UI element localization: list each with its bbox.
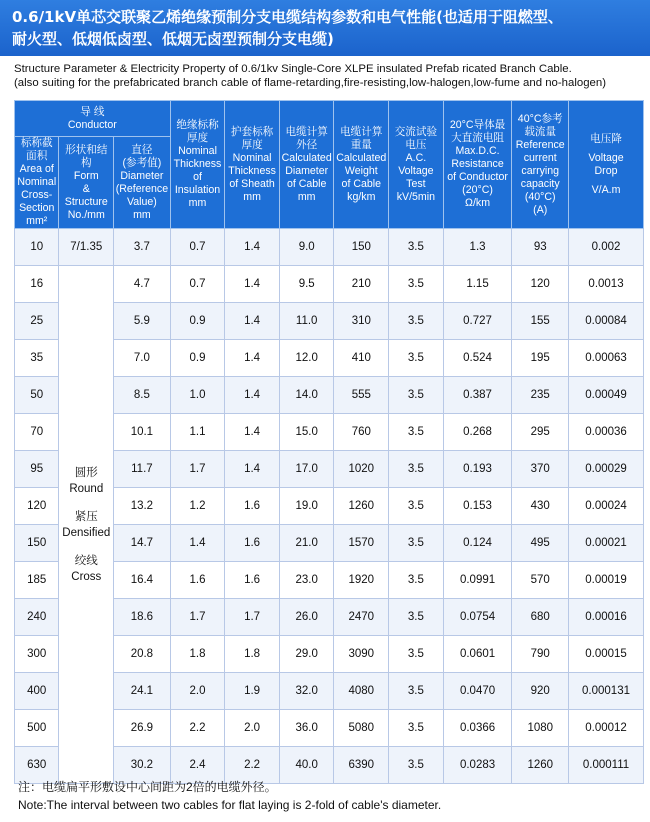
cross-section-cell: 25 bbox=[15, 303, 59, 340]
form-label: 紧压 Densified bbox=[62, 510, 111, 539]
outer-diameter-cell: 29.0 bbox=[279, 636, 334, 673]
cross-section-cell: 35 bbox=[15, 340, 59, 377]
outer-diameter-cell: 12.0 bbox=[279, 340, 334, 377]
current-capacity-cell: 920 bbox=[512, 673, 569, 710]
diameter-cell: 14.7 bbox=[114, 525, 171, 562]
voltage-drop-cell: 0.00019 bbox=[569, 562, 644, 599]
cross-section-cell: 50 bbox=[15, 377, 59, 414]
voltage-drop-cell: 0.00084 bbox=[569, 303, 644, 340]
sheath-thickness-cell: 1.8 bbox=[225, 636, 280, 673]
test-voltage-cell: 3.5 bbox=[389, 562, 444, 599]
sheath-thickness-cell: 2.2 bbox=[225, 747, 280, 784]
diameter-cell: 5.9 bbox=[114, 303, 171, 340]
cross-section-cell: 16 bbox=[15, 266, 59, 303]
weight-cell: 760 bbox=[334, 414, 389, 451]
voltage-drop-cell: 0.00021 bbox=[569, 525, 644, 562]
weight-cell: 2470 bbox=[334, 599, 389, 636]
dc-resistance-cell: 0.268 bbox=[443, 414, 512, 451]
insulation-header: 绝缘标称厚度 Nominal Thickness of Insulation mm bbox=[170, 101, 225, 229]
weight-cell: 1570 bbox=[334, 525, 389, 562]
dc-resistance-cell: 0.0601 bbox=[443, 636, 512, 673]
diameter-cell: 3.7 bbox=[114, 229, 171, 266]
test-voltage-cell: 3.5 bbox=[389, 414, 444, 451]
outer-diameter-cell: 21.0 bbox=[279, 525, 334, 562]
subtitle-line-2: (also suiting for the prefabricated branch cable of flame-retarding,fire-resisting,low-halogen,low-fume and no-halogen) bbox=[14, 77, 606, 89]
cross-section-cell: 185 bbox=[15, 562, 59, 599]
sheath-thickness-cell: 1.9 bbox=[225, 673, 280, 710]
diameter-cell: 13.2 bbox=[114, 488, 171, 525]
form-header: 形状和结构 Form & Structure No./mm bbox=[59, 137, 114, 229]
section-header: 标称截面积 Area of Nominal Cross- Section mm² bbox=[15, 137, 59, 229]
current-capacity-cell: 495 bbox=[512, 525, 569, 562]
insulation-thickness-cell: 1.4 bbox=[170, 525, 225, 562]
title-banner bbox=[0, 0, 650, 56]
dc-resistance-cell: 1.3 bbox=[443, 229, 512, 266]
current-capacity-cell: 1080 bbox=[512, 710, 569, 747]
sheath-thickness-cell: 2.0 bbox=[225, 710, 280, 747]
weight-cell: 5080 bbox=[334, 710, 389, 747]
sheath-thickness-cell: 1.6 bbox=[225, 562, 280, 599]
insulation-thickness-cell: 1.0 bbox=[170, 377, 225, 414]
diameter-cell: 18.6 bbox=[114, 599, 171, 636]
current-capacity-cell: 295 bbox=[512, 414, 569, 451]
note-english: Note:The interval between two cables for flat laying is 2-fold of cable's diameter. bbox=[18, 798, 442, 812]
dc-resistance-cell: 0.0754 bbox=[443, 599, 512, 636]
current-capacity-cell: 120 bbox=[512, 266, 569, 303]
insulation-thickness-cell: 1.7 bbox=[170, 451, 225, 488]
test-voltage-cell: 3.5 bbox=[389, 488, 444, 525]
conductor-header: 导 线 Conductor bbox=[15, 101, 171, 137]
weight-cell: 150 bbox=[334, 229, 389, 266]
title-line-2: 耐火型、低烟低卤型、低烟无卤型预制分支电缆) bbox=[12, 30, 334, 48]
outer-diameter-cell: 32.0 bbox=[279, 673, 334, 710]
test-voltage-cell: 3.5 bbox=[389, 710, 444, 747]
insulation-thickness-cell: 1.6 bbox=[170, 562, 225, 599]
sheath-thickness-cell: 1.4 bbox=[225, 414, 280, 451]
weight-cell: 3090 bbox=[334, 636, 389, 673]
sheath-thickness-cell: 1.4 bbox=[225, 303, 280, 340]
test-voltage-cell: 3.5 bbox=[389, 229, 444, 266]
sheath-thickness-cell: 1.7 bbox=[225, 599, 280, 636]
test-voltage-cell: 3.5 bbox=[389, 451, 444, 488]
test-voltage-cell: 3.5 bbox=[389, 266, 444, 303]
current-capacity-cell: 680 bbox=[512, 599, 569, 636]
diameter-cell: 10.1 bbox=[114, 414, 171, 451]
diameter-cell: 16.4 bbox=[114, 562, 171, 599]
insulation-thickness-cell: 1.1 bbox=[170, 414, 225, 451]
weight-cell: 310 bbox=[334, 303, 389, 340]
diameter-header: 直径 (参考值) Diameter (Reference Value) mm bbox=[114, 137, 171, 229]
cross-section-cell: 120 bbox=[15, 488, 59, 525]
notes bbox=[18, 778, 638, 814]
current-capacity-cell: 430 bbox=[512, 488, 569, 525]
voltage-drop-cell: 0.00012 bbox=[569, 710, 644, 747]
weight-cell: 555 bbox=[334, 377, 389, 414]
test-voltage-cell: 3.5 bbox=[389, 673, 444, 710]
dc-resistance-cell: 0.193 bbox=[443, 451, 512, 488]
sheath-thickness-cell: 1.6 bbox=[225, 525, 280, 562]
sheath-thickness-cell: 1.4 bbox=[225, 377, 280, 414]
insulation-thickness-cell: 0.7 bbox=[170, 266, 225, 303]
weight-cell: 210 bbox=[334, 266, 389, 303]
test-voltage-cell: 3.5 bbox=[389, 747, 444, 784]
note-chinese: 注：电缆扁平形敷设中心间距为2倍的电缆外径。 bbox=[18, 780, 277, 794]
cross-section-cell: 70 bbox=[15, 414, 59, 451]
diameter-cell: 30.2 bbox=[114, 747, 171, 784]
cross-section-cell: 10 bbox=[15, 229, 59, 266]
voltage-drop-cell: 0.00024 bbox=[569, 488, 644, 525]
voltage-drop-cell: 0.00049 bbox=[569, 377, 644, 414]
diameter-cell: 8.5 bbox=[114, 377, 171, 414]
cross-section-cell: 400 bbox=[15, 673, 59, 710]
outer-diameter-cell: 14.0 bbox=[279, 377, 334, 414]
current-header: 40°C参考载流量 Reference current carrying capacity (40°C) (A) bbox=[512, 101, 569, 229]
dc-resistance-cell: 0.0283 bbox=[443, 747, 512, 784]
voltage-drop-cell: 0.00015 bbox=[569, 636, 644, 673]
form-label: 圆形 Round bbox=[69, 466, 104, 495]
dc-resistance-cell: 0.387 bbox=[443, 377, 512, 414]
sheath-thickness-cell: 1.4 bbox=[225, 266, 280, 303]
cross-section-cell: 300 bbox=[15, 636, 59, 673]
current-capacity-cell: 235 bbox=[512, 377, 569, 414]
voltage-drop-cell: 0.0013 bbox=[569, 266, 644, 303]
weight-cell: 6390 bbox=[334, 747, 389, 784]
insulation-thickness-cell: 1.8 bbox=[170, 636, 225, 673]
outer-diameter-cell: 36.0 bbox=[279, 710, 334, 747]
diameter-cell: 11.7 bbox=[114, 451, 171, 488]
form-structure-cell bbox=[59, 266, 114, 784]
voltage-drop-cell: 0.002 bbox=[569, 229, 644, 266]
weight-cell: 1020 bbox=[334, 451, 389, 488]
current-capacity-cell: 1260 bbox=[512, 747, 569, 784]
cross-section-cell: 630 bbox=[15, 747, 59, 784]
insulation-thickness-cell: 0.7 bbox=[170, 229, 225, 266]
form-label: 绞线 Cross bbox=[71, 554, 102, 583]
outer-diameter-cell: 17.0 bbox=[279, 451, 334, 488]
sheath-thickness-cell: 1.4 bbox=[225, 340, 280, 377]
voltage-drop-header: 电压降 Voltage Drop V/A.m bbox=[569, 101, 644, 229]
test-voltage-cell: 3.5 bbox=[389, 377, 444, 414]
table-row bbox=[15, 266, 644, 303]
english-subtitle bbox=[14, 62, 644, 90]
diameter-cell: 26.9 bbox=[114, 710, 171, 747]
test-voltage-cell: 3.5 bbox=[389, 303, 444, 340]
spec-table-body bbox=[15, 229, 644, 784]
test-voltage-cell: 3.5 bbox=[389, 636, 444, 673]
voltage-drop-cell: 0.00063 bbox=[569, 340, 644, 377]
weight-header: 电缆计算重量 Calculated Weight of Cable kg/km bbox=[334, 101, 389, 229]
dc-resistance-cell: 0.727 bbox=[443, 303, 512, 340]
diameter-cell: 7.0 bbox=[114, 340, 171, 377]
dc-resistance-cell: 0.0366 bbox=[443, 710, 512, 747]
insulation-thickness-cell: 2.4 bbox=[170, 747, 225, 784]
test-voltage-cell: 3.5 bbox=[389, 525, 444, 562]
outer-diameter-header: 电缆计算外径 Calculated Diameter of Cable mm bbox=[279, 101, 334, 229]
current-capacity-cell: 195 bbox=[512, 340, 569, 377]
test-voltage-cell: 3.5 bbox=[389, 599, 444, 636]
sheath-header: 护套标称厚度 Nominal Thickness of Sheath mm bbox=[225, 101, 280, 229]
title-line-1: 0.6/1kV单芯交联聚乙烯绝缘预制分支电缆结构参数和电气性能(也适用于阻燃型、 bbox=[12, 8, 563, 26]
insulation-thickness-cell: 0.9 bbox=[170, 303, 225, 340]
table-row bbox=[15, 229, 644, 266]
voltage-drop-cell: 0.000131 bbox=[569, 673, 644, 710]
outer-diameter-cell: 26.0 bbox=[279, 599, 334, 636]
sheath-thickness-cell: 1.6 bbox=[225, 488, 280, 525]
current-capacity-cell: 93 bbox=[512, 229, 569, 266]
voltage-drop-cell: 0.00029 bbox=[569, 451, 644, 488]
cross-section-cell: 150 bbox=[15, 525, 59, 562]
form-cell: 7/1.35 bbox=[59, 229, 114, 266]
sheath-thickness-cell: 1.4 bbox=[225, 451, 280, 488]
dc-resistance-cell: 0.0991 bbox=[443, 562, 512, 599]
current-capacity-cell: 370 bbox=[512, 451, 569, 488]
dc-resistance-cell: 0.153 bbox=[443, 488, 512, 525]
diameter-cell: 24.1 bbox=[114, 673, 171, 710]
current-capacity-cell: 790 bbox=[512, 636, 569, 673]
voltage-drop-cell: 0.000111 bbox=[569, 747, 644, 784]
current-capacity-cell: 570 bbox=[512, 562, 569, 599]
outer-diameter-cell: 19.0 bbox=[279, 488, 334, 525]
insulation-thickness-cell: 0.9 bbox=[170, 340, 225, 377]
weight-cell: 4080 bbox=[334, 673, 389, 710]
outer-diameter-cell: 9.5 bbox=[279, 266, 334, 303]
resistance-header: 20°C导体最大直流电阻 Max.D.C. Resistance of Conductor (20°C) Ω/km bbox=[443, 101, 512, 229]
spec-table bbox=[14, 100, 644, 784]
outer-diameter-cell: 11.0 bbox=[279, 303, 334, 340]
current-capacity-cell: 155 bbox=[512, 303, 569, 340]
voltage-drop-cell: 0.00016 bbox=[569, 599, 644, 636]
outer-diameter-cell: 15.0 bbox=[279, 414, 334, 451]
dc-resistance-cell: 0.124 bbox=[443, 525, 512, 562]
subtitle-line-1: Structure Parameter & Electricity Property of 0.6/1kv Single-Core XLPE insulated Prefab ricated Branch Cable. bbox=[14, 63, 572, 75]
insulation-thickness-cell: 2.2 bbox=[170, 710, 225, 747]
weight-cell: 410 bbox=[334, 340, 389, 377]
diameter-cell: 20.8 bbox=[114, 636, 171, 673]
insulation-thickness-cell: 1.2 bbox=[170, 488, 225, 525]
weight-cell: 1260 bbox=[334, 488, 389, 525]
test-voltage-cell: 3.5 bbox=[389, 340, 444, 377]
insulation-thickness-cell: 1.7 bbox=[170, 599, 225, 636]
outer-diameter-cell: 40.0 bbox=[279, 747, 334, 784]
cross-section-cell: 95 bbox=[15, 451, 59, 488]
outer-diameter-cell: 9.0 bbox=[279, 229, 334, 266]
insulation-thickness-cell: 2.0 bbox=[170, 673, 225, 710]
voltage-test-header: 交流试验电压 A.C. Voltage Test kV/5min bbox=[389, 101, 444, 229]
diameter-cell: 4.7 bbox=[114, 266, 171, 303]
voltage-drop-cell: 0.00036 bbox=[569, 414, 644, 451]
cross-section-cell: 500 bbox=[15, 710, 59, 747]
weight-cell: 1920 bbox=[334, 562, 389, 599]
outer-diameter-cell: 23.0 bbox=[279, 562, 334, 599]
dc-resistance-cell: 0.0470 bbox=[443, 673, 512, 710]
sheath-thickness-cell: 1.4 bbox=[225, 229, 280, 266]
cross-section-cell: 240 bbox=[15, 599, 59, 636]
dc-resistance-cell: 0.524 bbox=[443, 340, 512, 377]
dc-resistance-cell: 1.15 bbox=[443, 266, 512, 303]
